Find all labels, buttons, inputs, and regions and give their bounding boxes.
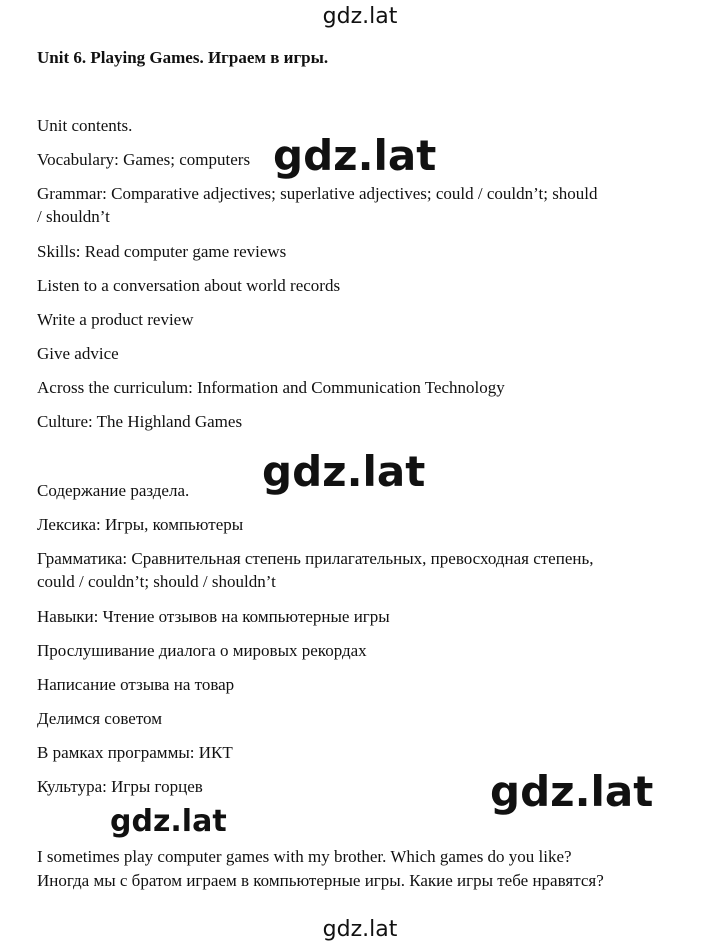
watermark-bottom: gdz.lat (322, 917, 398, 942)
watermark-top: gdz.lat (322, 4, 398, 29)
listen-line: Listen to a conversation about world records (37, 276, 341, 295)
unit-contents-heading: Unit contents. (37, 116, 133, 135)
write-line: Write a product review (37, 310, 194, 329)
ru-advice-line: Делимся советом (37, 709, 162, 728)
ru-listen-line: Прослушивание диалога о мировых рекордах (37, 641, 367, 660)
watermark-overlay-2: gdz.lat (262, 447, 426, 496)
ru-vocabulary-line: Лексика: Игры, компьютеры (37, 515, 244, 534)
ru-grammar-line: Грамматика: Сравнительная степень прилагательных, превосходная степень, (37, 549, 594, 568)
culture-line: Culture: The Highland Games (37, 412, 243, 431)
advice-line: Give advice (37, 344, 119, 363)
grammar-line: Grammar: Comparative adjectives; superlative adjectives; could / couldn’t; should (37, 184, 598, 203)
vocabulary-line: Vocabulary: Games; computers (37, 150, 251, 169)
dialogue-english: I sometimes play computer games with my brother. Which games do you like? (37, 847, 572, 866)
ru-write-line: Написание отзыва на товар (37, 675, 235, 694)
watermark-overlay-3: gdz.lat (490, 767, 654, 816)
ru-culture-line: Культура: Игры горцев (37, 777, 203, 796)
skills-line: Skills: Read computer game reviews (37, 242, 287, 261)
dialogue-russian: Иногда мы с братом играем в компьютерные игры. Какие игры тебе нравятся? (37, 871, 604, 890)
page-title: Unit 6. Playing Games. Играем в игры. (37, 48, 329, 67)
ru-contents-heading: Содержание раздела. (37, 481, 190, 500)
grammar-line-cont: / shouldn’t (37, 207, 110, 226)
ru-skills-line: Навыки: Чтение отзывов на компьютерные игры (37, 607, 390, 626)
watermark-overlay-1: gdz.lat (273, 131, 437, 180)
curriculum-line: Across the curriculum: Information and Communication Technology (37, 378, 505, 397)
ru-curriculum-line: В рамках программы: ИКТ (37, 743, 233, 762)
watermark-overlay-4: gdz.lat (110, 804, 227, 839)
ru-grammar-line-cont: could / couldn’t; should / shouldn’t (37, 572, 276, 591)
